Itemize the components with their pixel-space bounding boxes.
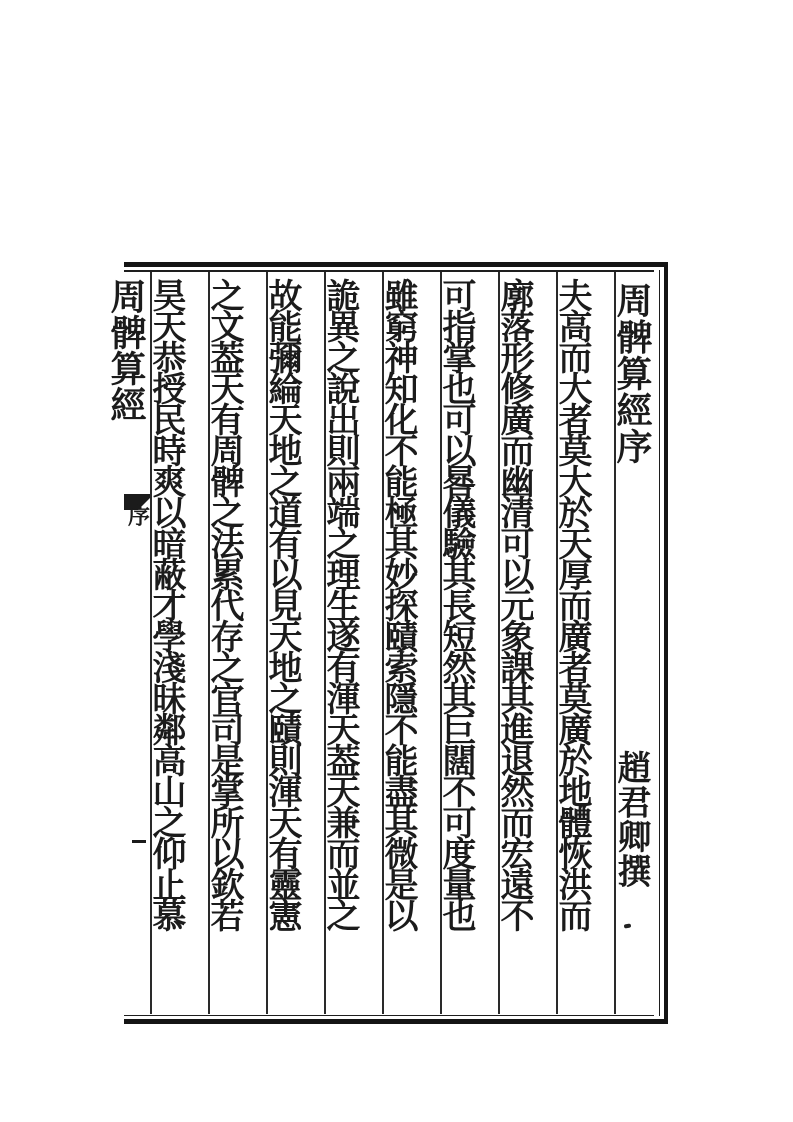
bottom-border-outer [124,1019,664,1024]
right-border-inner [659,270,661,1016]
right-border-outer [664,262,668,1024]
preface-title: 周髀算經序 [611,282,653,465]
text-column-7: 之文葢天有周髀之法累代存之官司是掌所以欽若 [204,278,244,929]
author-attribution: 趙君卿撰 [611,750,651,888]
text-column-8: 昊天恭授民時爽以暗蔽才學淺昧鄰高山之仰止慕 [146,278,186,929]
top-border-outer [124,262,664,267]
text-column-5: 詭異之說出則兩端之理生遂有渾天葢天兼而並之 [320,278,360,929]
text-column-3: 可指掌也可以晷儀驗其長短然其巨闊不可度量也 [436,278,476,929]
gutter-section-mark: 序 [128,504,151,530]
text-column-2: 廓落形修廣而幽清可以元象課其進退然而宏遠不 [494,278,534,929]
text-column-6: 故能彌綸天地之道有以見天地之賾則渾天有靈憲 [262,278,302,929]
text-column-4: 雖窮神知化不能極其妙探賾索隱不能盡其微是以 [378,278,418,929]
text-column-1: 夫高而大者莫大於天厚而廣者莫廣於地體恢洪而 [552,278,592,929]
gutter-page-number [132,840,146,843]
book-gutter [105,272,151,1014]
bottom-border-inner [124,1015,654,1017]
gutter-title: 周髀算經 [105,278,147,422]
top-border-inner [124,270,654,272]
